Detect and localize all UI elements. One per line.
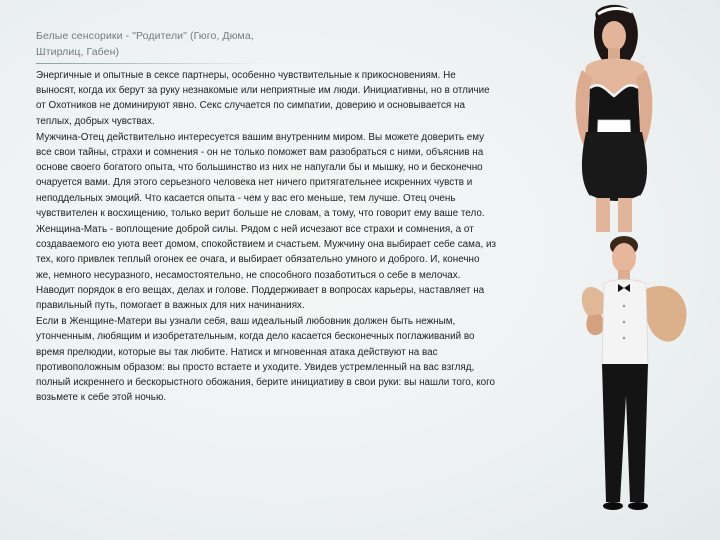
paragraph-intro: Энергичные и опытные в сексе партнеры, особенно чувствительные к прикосновениям. Не выносят, когда их берут за руку незнакомые или неприятные им люди. Инициативны, но в отличие от Охотников не доминируют явно. Секс случается по симпатии, доверию и основывается на теплых, добрых чувствах. (36, 70, 490, 127)
slide-body-text (36, 68, 496, 406)
title-divider (36, 63, 266, 64)
woman-maid-costume-photo (556, 0, 668, 232)
paragraph-man-father: Мужчина-Отец действительно интересуется вашим внутренним миром. Вы можете доверить ему все свои тайны, страхи и сомнения - он не только поможет вам разобраться с ними, объяснив на основе своего богатого опыта, что большинство из них не напугали бы и мышку, но и бесконечно очаруется вами. Для этого серьезного человека нет ничего притягательнее искренних чувств и неподдельных эмоций. Что касается опыта - чем у вас его меньше, тем лучше. Отец очень чувствителен к восхищению, только верит больше не словам, а тому, что говорит ему ваше тело. (36, 131, 485, 219)
slide-title: Белые сенсорики - "Родители" (Гюго, Дюма, Штирлиц, Габен) (36, 30, 254, 58)
man-muscle-arms-photo (578, 236, 690, 518)
paragraph-woman-mother: Женщина-Мать - воплощение доброй силы. Рядом с ней исчезают все страхи и сомнения, а от создаваемого ею уюта веет домом, спокойствием и счастьем. Мужчину она выбирает себе сама, из тех, кого привлек теплый огонек ее очага, и выбирает обязательно умного и доброго. И, конечно же, немного несуразного, несамостоятельно, не способного позаботиться о себе в мелочах. Наводит порядок в его вещах, делах и голове. Поддерживает в вопросах карьеры, наставляет на правильный путь, помогает в важных для них начинаниях. (36, 224, 496, 312)
paragraph-ideal-lover: Если в Женщине-Матери вы узнали себя, ваш идеальный любовник должен быть нежным, утонченным, любящим и изобретательным, когда дело касается бесконечных поглаживаний во время прелюдии, которые вы так любите. Натиск и мгновенная атака действуют на вас противоположным образом: вы просто встаете и уходите. Увидев устремленный на вас взгляд, полный искреннего и бескорыстного обожания, берите инициативу в свои руки: вы нашли того, кого возьмете к себе этой ночью. (36, 316, 496, 404)
